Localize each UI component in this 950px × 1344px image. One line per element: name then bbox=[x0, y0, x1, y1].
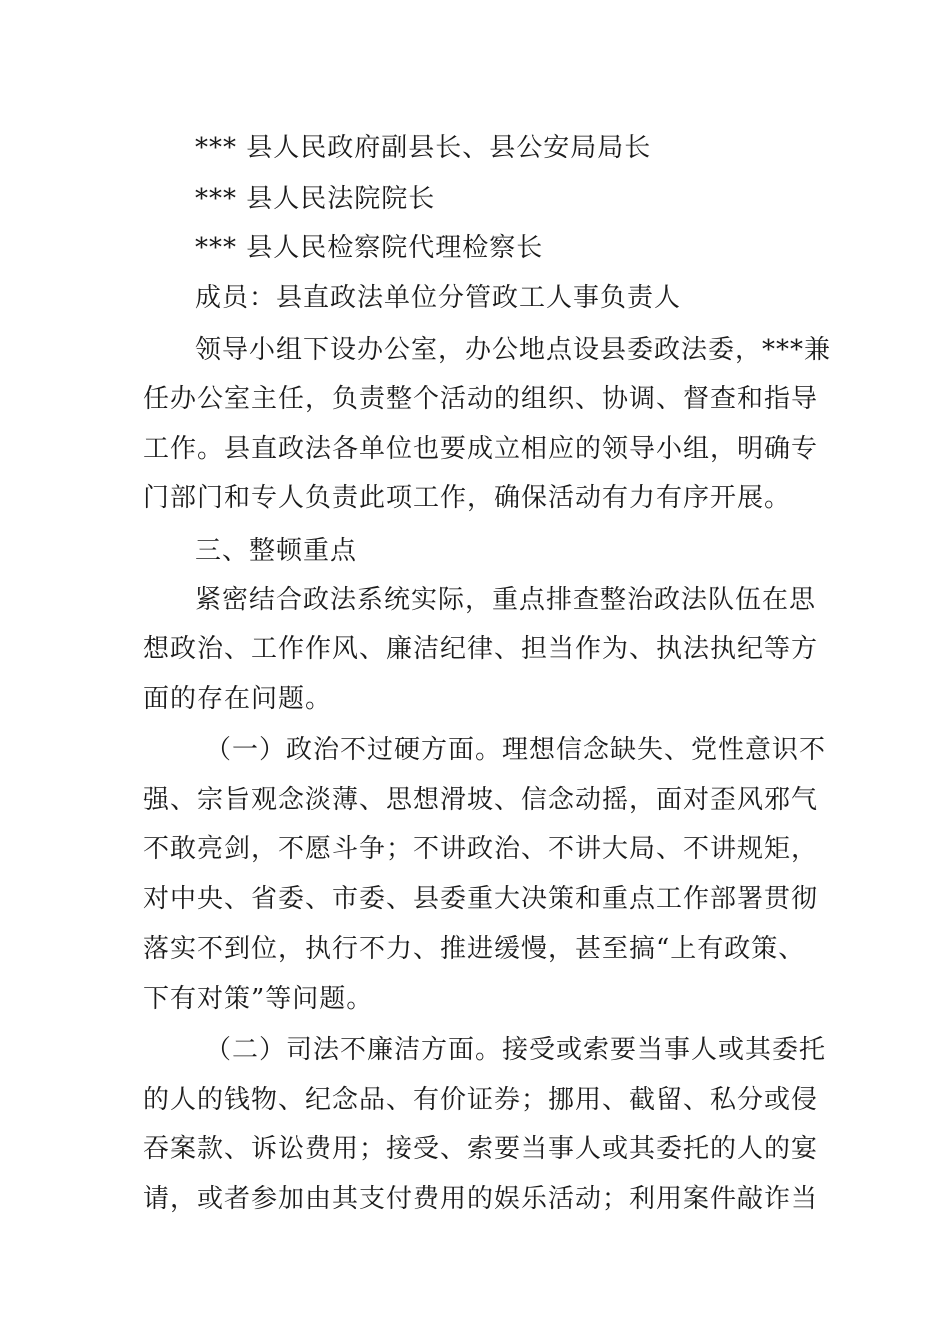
item-2-line-2: 的人的钱物、纪念品、有价证券；挪用、截留、私分或侵 bbox=[143, 1085, 819, 1115]
item-1-line-4: 对中央、省委、市委、县委重大决策和重点工作部署贯彻 bbox=[143, 884, 819, 914]
item-2-line-1: （二）司法不廉洁方面。接受或索要当事人或其委托 bbox=[205, 1035, 827, 1065]
item-1-line-2: 强、宗旨观念淡薄、思想滑坡、信念动摇，面对歪风邪气 bbox=[143, 785, 819, 815]
section-heading: 三、整顿重点 bbox=[195, 536, 358, 566]
focus-intro-line-2: 想政治、工作作风、廉洁纪律、担当作为、执法执纪等方 bbox=[143, 634, 819, 664]
focus-intro-line-3: 面的存在问题。 bbox=[143, 684, 333, 714]
item-2-line-3: 吞案款、诉讼费用；接受、索要当事人或其委托的人的宴 bbox=[143, 1134, 819, 1164]
item-1-line-3: 不敢亮剑，不愿斗争；不讲政治、不讲大局、不讲规矩， bbox=[143, 834, 819, 864]
leader-line-2: *** 县人民法院院长 bbox=[195, 184, 436, 214]
office-paragraph-line-4: 门部门和专人负责此项工作，确保活动有力有序开展。 bbox=[143, 483, 792, 513]
focus-intro-line-1: 紧密结合政法系统实际，重点排查整治政法队伍在思 bbox=[195, 585, 817, 615]
item-1-line-5: 落实不到位，执行不力、推进缓慢，甚至搞“上有政策、 bbox=[143, 934, 806, 964]
item-2-line-4: 请，或者参加由其支付费用的娱乐活动；利用案件敲诈当 bbox=[143, 1184, 819, 1214]
item-1-line-6: 下有对策”等问题。 bbox=[143, 984, 374, 1014]
members-line: 成员：县直政法单位分管政工人事负责人 bbox=[195, 283, 682, 313]
office-paragraph-line-1: 领导小组下设办公室，办公地点设县委政法委，***兼 bbox=[195, 335, 832, 365]
leader-line-1: *** 县人民政府副县长、县公安局局长 bbox=[195, 133, 652, 163]
leader-line-3: *** 县人民检察院代理检察长 bbox=[195, 233, 544, 263]
office-paragraph-line-2: 任办公室主任，负责整个活动的组织、协调、督查和指导 bbox=[143, 384, 819, 414]
office-paragraph-line-3: 工作。县直政法各单位也要成立相应的领导小组，明确专 bbox=[143, 434, 819, 464]
item-1-line-1: （一）政治不过硬方面。理想信念缺失、党性意识不 bbox=[205, 735, 827, 765]
